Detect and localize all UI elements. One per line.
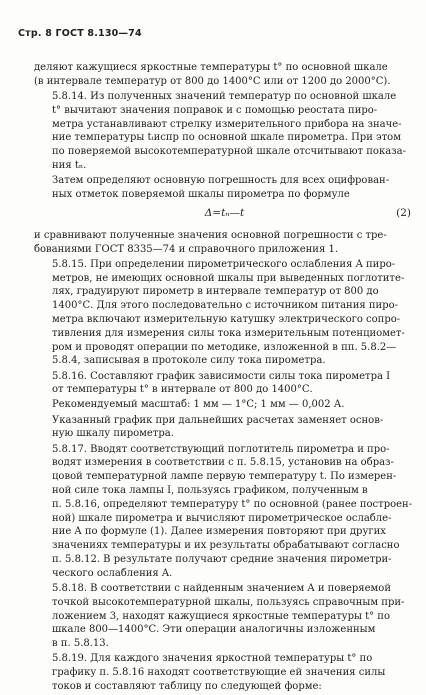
text-line: ной силе тока лампы I, пользуясь графиком, полученным в bbox=[52, 485, 368, 497]
text-line: Указанный график при дальнейших расчетах заменяет основ- bbox=[52, 414, 384, 426]
text-line: 5.8.15. При определении пирометрического ослабления A пиро- bbox=[52, 258, 396, 270]
text-line: Затем определяют основную погрешность для всех оцифрован- bbox=[52, 175, 390, 187]
text-line: деляют кажущиеся яркостные температуры t° по основной шкале bbox=[34, 62, 388, 73]
paragraph-continuation bbox=[34, 61, 415, 89]
text-line: ных отметок поверяемой шкалы пирометра по формуле bbox=[52, 188, 350, 200]
page-header: Стр. 8 ГОСТ 8.130—74 bbox=[18, 28, 142, 39]
text-line: лях, градуируют пирометр в интервале температур от 800 до bbox=[52, 286, 379, 298]
paragraph-comparison bbox=[34, 229, 415, 257]
text-line: бованиями ГОСТ 8335—74 и справочного приложения 1. bbox=[34, 243, 339, 255]
paragraph-formula-intro bbox=[34, 174, 415, 202]
paragraph-5-8-19 bbox=[34, 652, 415, 693]
text-line: 5.8.17. Вводят соответствующий поглотитель пирометра и про- bbox=[52, 443, 390, 455]
text-line: ние температуры tᵢиспр по основной шкале пирометра. При этом bbox=[52, 132, 401, 144]
text-line: 5.8.19. Для каждого значения яркостной температуры t° по bbox=[52, 653, 373, 665]
text-line: в п. 5.8.13. bbox=[52, 638, 109, 650]
document-body bbox=[34, 61, 415, 695]
text-line: ние A по формуле (1). Далее измерения повторяют при других bbox=[52, 526, 386, 538]
formula-number: (2) bbox=[396, 206, 411, 219]
text-line: п. 5.8.12. В результате получают средние значения пирометри- bbox=[52, 554, 392, 566]
text-line: 5.8.4, записывая в протоколе силу тока пирометра. bbox=[52, 355, 326, 367]
text-line: п. 5.8.16, определяют температуру t° по основной (ранее построен- bbox=[52, 498, 413, 510]
text-line: тивления для измерения силы тока измерительным потенциомет- bbox=[52, 327, 405, 339]
paragraph-5-8-15 bbox=[34, 258, 415, 368]
text-line: и сравнивают полученные значения основной погрешности с тре- bbox=[34, 229, 387, 241]
text-line: ния tₙ. bbox=[52, 159, 87, 171]
text-line: 5.8.16. Составляют график зависимости силы тока пирометра I bbox=[52, 370, 391, 382]
paragraph-scale bbox=[34, 398, 415, 412]
text-line: по поверяемой высокотемпературной шкале отсчитывают показа- bbox=[52, 146, 406, 158]
text-line: метров, не имеющих основной шкалы при выведенных поглотите- bbox=[52, 272, 405, 284]
text-line: ром и проводят операции по методике, изложенной в пп. 5.8.2— bbox=[52, 341, 397, 353]
text-line: графику п. 5.8.16 находят соответствующие ей значения силы bbox=[52, 667, 386, 679]
text-line: токов и составляют таблицу по следующей форме: bbox=[52, 680, 322, 692]
paragraph-5-8-16 bbox=[34, 370, 415, 398]
text-line: шкале 800—1400°С. Эти операции аналогичны изложенным bbox=[52, 624, 376, 636]
text-line: ной) шкале пирометра и вычисляют пирометрическое ослабле- bbox=[52, 512, 392, 524]
text-line: метра включают измерительную катушку электрического сопро- bbox=[52, 313, 401, 325]
text-line: 1400°С. Для этого последовательно с источником питания пиро- bbox=[52, 300, 398, 312]
text-line: метра устанавливают стрелку измерительного прибора на значе- bbox=[52, 118, 402, 130]
text-line: ложением 3, находят кажущиеся яркостные температуры t° по bbox=[52, 610, 390, 622]
text-line: ческого ослабления A. bbox=[52, 567, 173, 579]
text-line: от температуры t° в интервале от 800 до 1400°С. bbox=[52, 384, 313, 396]
text-line: значениях температуры и их результаты обрабатывают согласно bbox=[52, 540, 400, 552]
text-line: ную шкалу пирометра. bbox=[52, 428, 174, 440]
text-line: цовой температурной лампе первую температуру t. По измерен- bbox=[52, 471, 397, 483]
paragraph-graph-note bbox=[34, 414, 415, 442]
text-line: (в интервале температур от 800 до 1400°С или от 1200 до 2000°С). bbox=[34, 75, 391, 87]
text-line: точкой высокотемпературной шкалы, пользуясь справочным при- bbox=[52, 596, 405, 608]
paragraph-5-8-17 bbox=[34, 443, 415, 581]
text-line: 5.8.18. В соответствии с найденным значением A и поверяемой bbox=[52, 583, 391, 595]
formula-expression: Δ=tₙ—t bbox=[204, 206, 245, 219]
paragraph-5-8-14 bbox=[34, 90, 415, 173]
text-line: 5.8.14. Из полученных значений температур по основной шкале bbox=[52, 90, 397, 102]
text-line: Рекомендуемый масштаб: 1 мм — 1°С; 1 мм — 0,002 А. bbox=[52, 399, 345, 411]
formula-block bbox=[34, 204, 415, 226]
text-line: водят измерения в соответствии с п. 5.8.15, установив на образ- bbox=[52, 457, 394, 469]
paragraph-5-8-18 bbox=[34, 582, 415, 651]
text-line: t° вычитают значения поправок и с помощью реостата пиро- bbox=[52, 104, 378, 116]
